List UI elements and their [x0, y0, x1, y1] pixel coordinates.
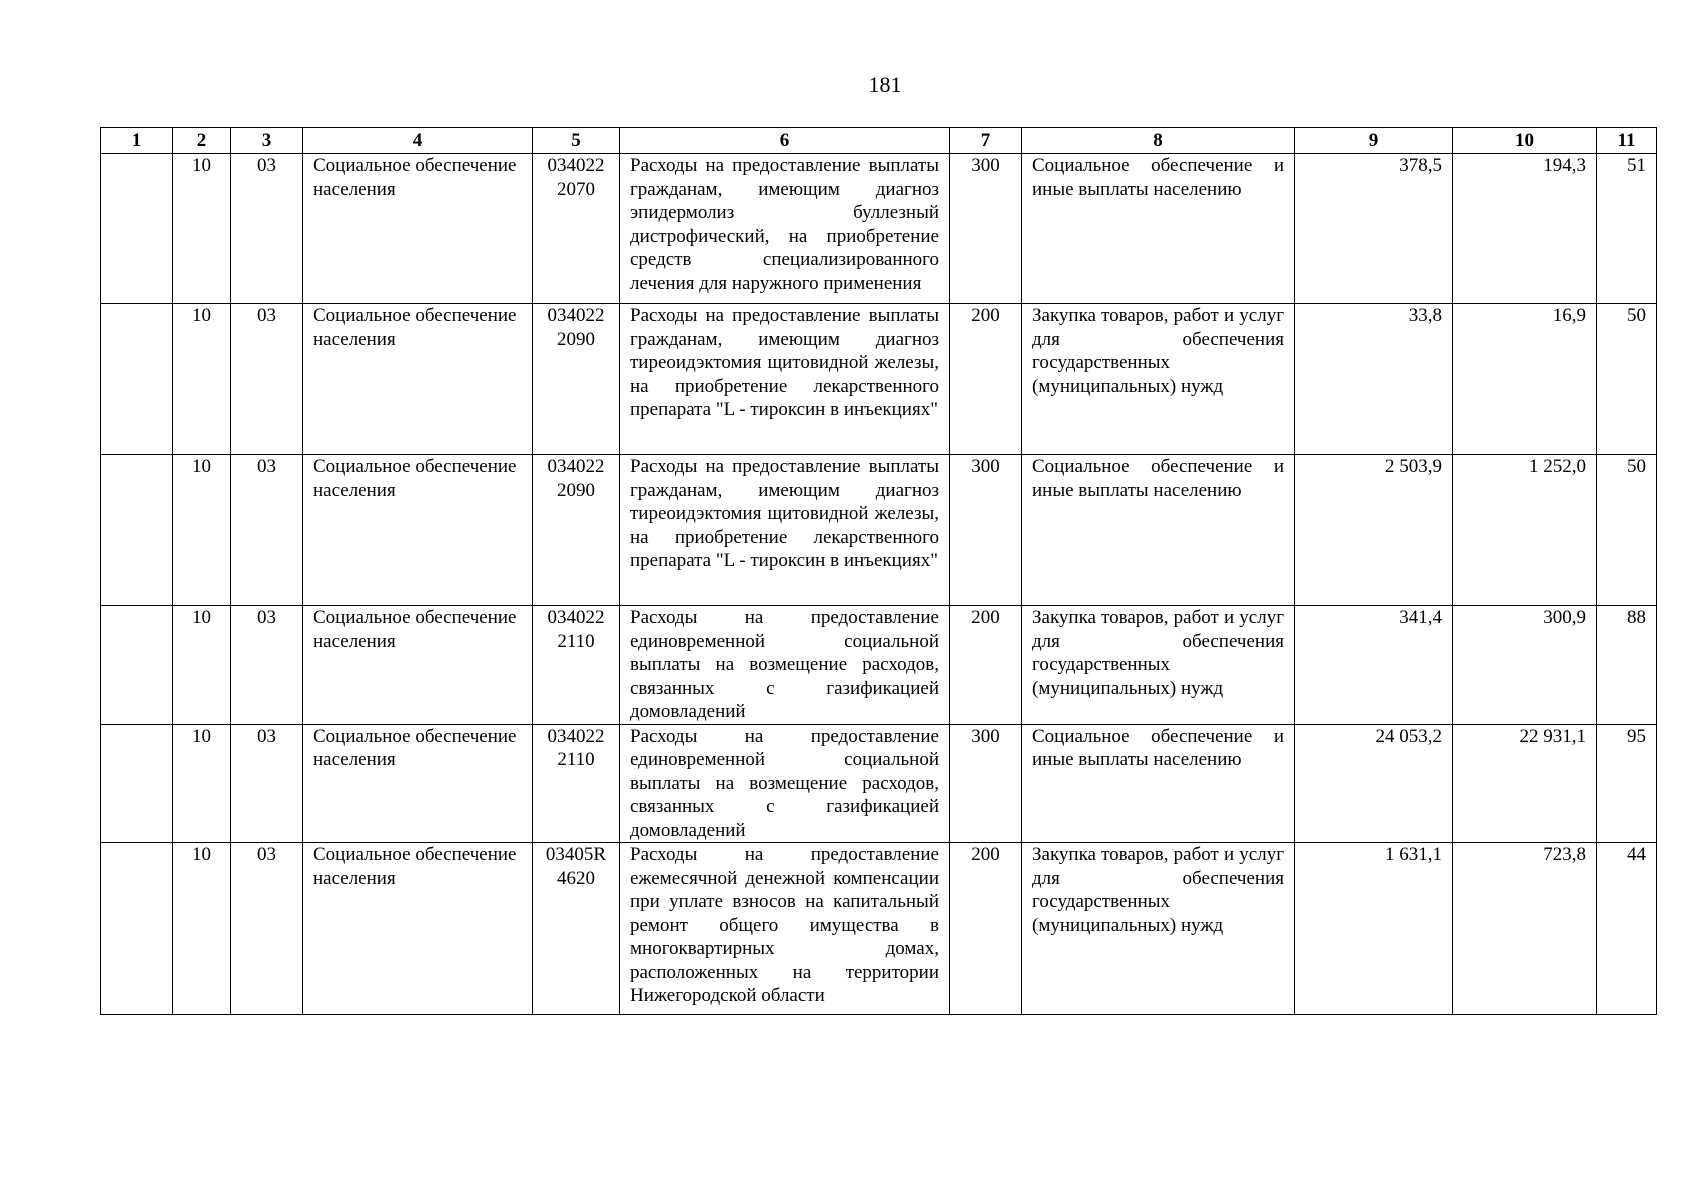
table-row	[101, 843, 1657, 1015]
table-row	[101, 154, 1657, 304]
execution-percent-cell: 95	[1597, 724, 1657, 843]
expense-type-code-cell: 200	[950, 606, 1022, 725]
executed-amount-cell: 723,8	[1453, 843, 1597, 1015]
target-article-code-cell	[533, 724, 620, 843]
column-header-9: 9	[1295, 128, 1453, 154]
subsection-code-cell: 03	[231, 304, 303, 455]
column-header-11: 11	[1597, 128, 1657, 154]
budget-table	[100, 127, 1657, 1015]
planned-amount-cell: 24 053,2	[1295, 724, 1453, 843]
table-row	[101, 724, 1657, 843]
column-header-3: 3	[231, 128, 303, 154]
expense-description-cell: Расходы на предоставление выплаты гражданам, имеющим диагноз эпидермолиз буллезный дистрофический, на приобретение средств специализированного лечения для наружного применения	[620, 154, 950, 304]
section-code-cell: 10	[173, 304, 231, 455]
planned-amount-cell: 33,8	[1295, 304, 1453, 455]
subsection-code-cell: 03	[231, 455, 303, 606]
target-article-code-part-2: 2110	[557, 749, 595, 770]
row-index-cell	[101, 154, 173, 304]
planned-amount-cell: 378,5	[1295, 154, 1453, 304]
section-code-cell: 10	[173, 154, 231, 304]
section-code-cell: 10	[173, 843, 231, 1015]
subsection-code-cell: 03	[231, 606, 303, 725]
target-article-code-cell	[533, 606, 620, 725]
row-index-cell	[101, 304, 173, 455]
subsection-name-cell: Социальное обеспечение населения	[303, 843, 533, 1015]
subsection-name-cell: Социальное обеспечение населения	[303, 606, 533, 725]
target-article-code-cell	[533, 455, 620, 606]
row-index-cell	[101, 455, 173, 606]
target-article-code-cell	[533, 154, 620, 304]
target-article-code-part-1: 034022	[547, 456, 605, 477]
target-article-code-part-2: 4620	[557, 867, 595, 889]
expense-type-code-cell: 300	[950, 455, 1022, 606]
expense-type-code-cell: 200	[950, 304, 1022, 455]
executed-amount-cell: 22 931,1	[1453, 724, 1597, 843]
target-article-code-part-1: 034022	[547, 607, 605, 628]
expense-description-cell: Расходы на предоставление единовременной социальной выплаты на возмещение расходов, связанных с газификацией домовладений	[620, 606, 950, 725]
expense-description-cell: Расходы на предоставление выплаты гражданам, имеющим диагноз тиреоидэктомия щитовидной железы, на приобретение лекарственного препарата "L - тироксин в инъекциях"	[620, 304, 950, 455]
subsection-name-cell: Социальное обеспечение населения	[303, 724, 533, 843]
target-article-code-part-1: 034022	[547, 725, 605, 747]
target-article-code-cell	[533, 304, 620, 455]
executed-amount-cell: 16,9	[1453, 304, 1597, 455]
table-row	[101, 304, 1657, 455]
expense-description-cell: Расходы на предоставление выплаты гражданам, имеющим диагноз тиреоидэктомия щитовидной железы, на приобретение лекарственного препарата "L - тироксин в инъекциях"	[620, 455, 950, 606]
target-article-code-part-2: 2090	[557, 328, 595, 350]
executed-amount-cell: 1 252,0	[1453, 455, 1597, 606]
expense-type-code-cell: 200	[950, 843, 1022, 1015]
execution-percent-cell: 50	[1597, 304, 1657, 455]
table-row	[101, 455, 1657, 606]
planned-amount-cell: 2 503,9	[1295, 455, 1453, 606]
target-article-code-part-1: 034022	[547, 155, 605, 176]
column-header-10: 10	[1453, 128, 1597, 154]
execution-percent-cell: 88	[1597, 606, 1657, 725]
expense-type-name-cell: Закупка товаров, работ и услуг для обеспечения государственных (муниципальных) нужд	[1022, 606, 1295, 725]
target-article-code-part-2: 2110	[557, 630, 595, 652]
subsection-name-cell: Социальное обеспечение населения	[303, 304, 533, 455]
column-header-2: 2	[173, 128, 231, 154]
column-header-7: 7	[950, 128, 1022, 154]
table-header	[101, 128, 1657, 154]
execution-percent-cell: 50	[1597, 455, 1657, 606]
section-code-cell: 10	[173, 606, 231, 725]
row-index-cell	[101, 843, 173, 1015]
execution-percent-cell: 44	[1597, 843, 1657, 1015]
section-code-cell: 10	[173, 455, 231, 606]
planned-amount-cell: 341,4	[1295, 606, 1453, 725]
executed-amount-cell: 194,3	[1453, 154, 1597, 304]
expense-type-code-cell: 300	[950, 154, 1022, 304]
subsection-code-cell: 03	[231, 154, 303, 304]
target-article-code-part-2: 2090	[557, 479, 595, 501]
table-body	[101, 154, 1657, 1015]
column-header-1: 1	[101, 128, 173, 154]
section-code-cell: 10	[173, 724, 231, 843]
column-header-4: 4	[303, 128, 533, 154]
executed-amount-cell: 300,9	[1453, 606, 1597, 725]
subsection-code-cell: 03	[231, 724, 303, 843]
page-number: 181	[868, 72, 902, 97]
row-index-cell	[101, 724, 173, 843]
row-index-cell	[101, 606, 173, 725]
expense-type-code-cell: 300	[950, 724, 1022, 843]
column-header-8: 8	[1022, 128, 1295, 154]
execution-percent-cell: 51	[1597, 154, 1657, 304]
expense-description-cell: Расходы на предоставление ежемесячной денежной компенсации при уплате взносов на капитальный ремонт общего имущества в многоквартирных домах, расположенных на территории Нижегородской области	[620, 843, 950, 1015]
target-article-code-cell	[533, 843, 620, 1015]
column-header-6: 6	[620, 128, 950, 154]
header-row	[101, 128, 1657, 154]
target-article-code-part-1: 034022	[547, 305, 605, 326]
target-article-code-part-1: 03405R	[545, 844, 607, 865]
subsection-name-cell: Социальное обеспечение населения	[303, 154, 533, 304]
expense-type-name-cell: Закупка товаров, работ и услуг для обеспечения государственных (муниципальных) нужд	[1022, 304, 1295, 455]
planned-amount-cell: 1 631,1	[1295, 843, 1453, 1015]
subsection-name-cell: Социальное обеспечение населения	[303, 455, 533, 606]
column-header-5: 5	[533, 128, 620, 154]
expense-type-name-cell: Социальное обеспечение и иные выплаты населению	[1022, 724, 1295, 843]
table-row	[101, 606, 1657, 725]
subsection-code-cell: 03	[231, 843, 303, 1015]
target-article-code-part-2: 2070	[557, 178, 595, 200]
expense-type-name-cell: Социальное обеспечение и иные выплаты населению	[1022, 455, 1295, 606]
expense-type-name-cell: Закупка товаров, работ и услуг для обеспечения государственных (муниципальных) нужд	[1022, 843, 1295, 1015]
expense-description-cell: Расходы на предоставление единовременной социальной выплаты на возмещение расходов, связанных с газификацией домовладений	[620, 724, 950, 843]
expense-type-name-cell: Социальное обеспечение и иные выплаты населению	[1022, 154, 1295, 304]
